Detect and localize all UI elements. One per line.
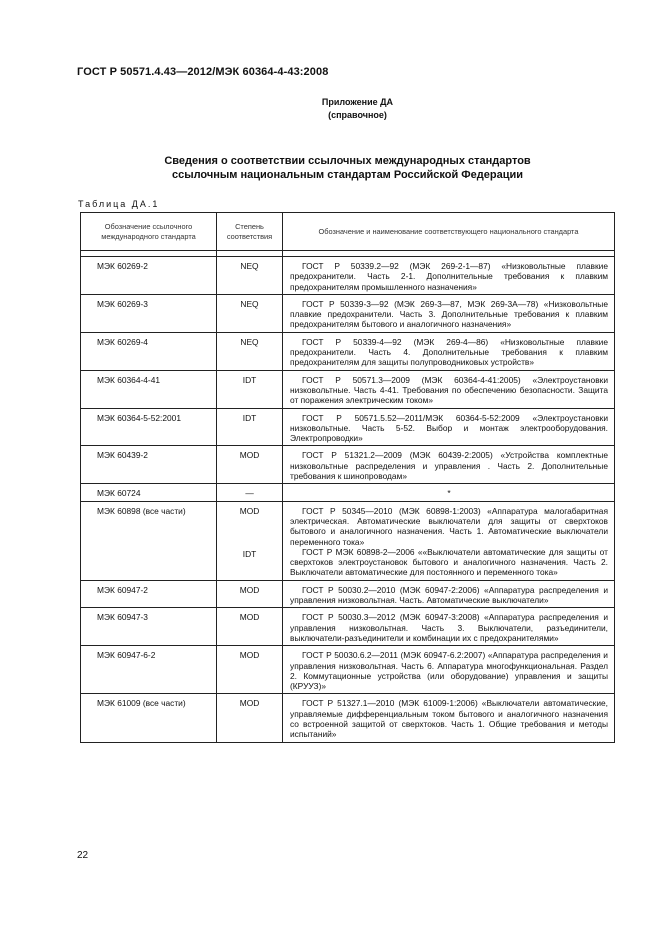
national-standard-cell bbox=[283, 646, 615, 694]
degree-cell: IDT bbox=[217, 370, 283, 408]
intl-standard-cell: МЭК 60439-2 bbox=[81, 446, 217, 484]
national-standard-text: ГОСТ Р 50030.2—2010 (МЭК 60947-2:2006) «Аппаратура распределения и управления низковольтная. Часть. Автоматические выключатели» bbox=[290, 584, 608, 606]
intl-standard-cell: МЭК 60364-5-52:2001 bbox=[81, 408, 217, 446]
header-intl-standard: Обозначение ссылочного международного стандарта bbox=[81, 213, 217, 251]
intl-standard-cell: МЭК 60269-3 bbox=[81, 294, 217, 332]
degree-cell: MOD bbox=[217, 646, 283, 694]
national-standard-cell bbox=[283, 580, 615, 608]
degree-cell: NEQ bbox=[217, 294, 283, 332]
national-standard-text: ГОСТ Р 50030.3—2012 (МЭК 60947-3:2008) «Аппаратура распределения и управления низковольтная. Часть 3. Выключатели, разъединители, выключатели-разъединители и комбинации их с предохранителями» bbox=[290, 612, 608, 643]
national-standard-cell bbox=[283, 694, 615, 742]
degree-cell: NEQ bbox=[217, 332, 283, 370]
table-row bbox=[81, 694, 615, 742]
national-standard-cell bbox=[283, 408, 615, 446]
table-row bbox=[81, 332, 615, 370]
document-header: ГОСТ Р 50571.4.43—2012/МЭК 60364-4-43:2008 bbox=[77, 66, 329, 78]
degree-cell: — bbox=[217, 484, 283, 501]
table-row bbox=[81, 580, 615, 608]
degree-cell bbox=[217, 501, 283, 580]
appendix-type: (справочное) bbox=[328, 110, 387, 120]
national-standard-text: ГОСТ Р 51327.1—2010 (МЭК 61009-1:2006) «Выключатели автоматические, управляемые дифференциальным током бытового и аналогичного назначения со встроенной защитой от сверхтоков. Часть 1. Общие требования и методы испытаний» bbox=[290, 698, 608, 740]
intl-standard-cell: МЭК 60947-3 bbox=[81, 608, 217, 646]
table-row bbox=[81, 294, 615, 332]
section-title bbox=[0, 154, 661, 182]
intl-standard-cell: МЭК 60269-4 bbox=[81, 332, 217, 370]
header-national-standard: Обозначение и наименование соответствующего национального стандарта bbox=[283, 213, 615, 251]
national-standard-cell bbox=[283, 332, 615, 370]
national-standard-cell bbox=[283, 446, 615, 484]
national-standard-text: ГОСТ Р 51321.2—2009 (МЭК 60439-2:2005) «Устройства комплектные низковольтные распределения и управления . Часть 2. Дополнительные требования к шинопроводам» bbox=[290, 450, 608, 482]
national-standard-cell bbox=[283, 257, 615, 295]
intl-standard-cell: МЭК 60898 (все части) bbox=[81, 501, 217, 580]
intl-standard-cell: МЭК 60364-4-41 bbox=[81, 370, 217, 408]
degree-cell: MOD bbox=[217, 608, 283, 646]
table-row bbox=[81, 370, 615, 408]
table-row bbox=[81, 501, 615, 580]
national-standard-cell bbox=[283, 484, 615, 501]
table-row bbox=[81, 484, 615, 501]
standards-table bbox=[80, 212, 615, 743]
degree-value: MOD bbox=[239, 505, 260, 516]
table-row bbox=[81, 608, 615, 646]
table-row bbox=[81, 408, 615, 446]
national-standard-text: ГОСТ Р 50345—2010 (МЭК 60898-1:2003) «Аппаратура малогабаритная электрическая. Автоматические выключатели для защиты от сверхтоков бытового и аналогичного назначения. Часть 1. Автоматические выключатели переменного тока» bbox=[290, 505, 608, 547]
national-standard-cell bbox=[283, 294, 615, 332]
appendix-heading bbox=[0, 96, 661, 122]
footnote-mark: * bbox=[447, 488, 451, 499]
header-degree: Степень соответствия bbox=[217, 213, 283, 251]
table-caption: Таблица ДА.1 bbox=[78, 199, 160, 209]
national-standard-cell bbox=[283, 370, 615, 408]
degree-value-second: IDT bbox=[242, 548, 257, 559]
national-standard-cell bbox=[283, 608, 615, 646]
page-number: 22 bbox=[77, 850, 89, 861]
national-standard-text: ГОСТ Р 50339-3—92 (МЭК 269-3—87, МЭК 269-3А—78) «Низковольтные плавкие предохранители. Часть 3. Дополнительные требования к плавким предохранителям бытового и аналогичного назначения» bbox=[290, 298, 608, 330]
national-standard-text: ГОСТ Р 50571.3—2009 (МЭК 60364-4-41:2005) «Электроустановки низковольтные. Часть 4-41. Требования по обеспечению безопасности. Защита от поражения электрическим током» bbox=[290, 374, 608, 406]
degree-cell: NEQ bbox=[217, 257, 283, 295]
degree-cell: MOD bbox=[217, 694, 283, 742]
intl-standard-cell: МЭК 60724 bbox=[81, 484, 217, 501]
intl-standard-cell: МЭК 60269-2 bbox=[81, 257, 217, 295]
intl-standard-cell: МЭК 60947-6-2 bbox=[81, 646, 217, 694]
degree-cell: MOD bbox=[217, 446, 283, 484]
table-header-row bbox=[81, 213, 615, 251]
national-standard-text: ГОСТ Р 50339.2—92 (МЭК 269-2-1—87) «Низковольтные плавкие предохранители. Часть 2-1. Дополнительные требования к плавким предохранителям промышленного назначения» bbox=[290, 261, 608, 292]
intl-standard-cell: МЭК 60947-2 bbox=[81, 580, 217, 608]
intl-standard-cell: МЭК 61009 (все части) bbox=[81, 694, 217, 742]
national-standard-text: ГОСТ Р 50339-4—92 (МЭК 269-4—86) «Низковольтные плавкие предохранители. Часть 4. Дополнительные требования к плавким предохранителям для защиты полупроводниковых устройств» bbox=[290, 336, 608, 368]
national-standard-text-second: ГОСТ Р МЭК 60898-2—2006 ««Выключатели автоматические для защиты от сверхтоков электроустановок бытового и аналогичного назначения. Часть 2. Выключатели автоматические для постоянного и переменного тока» bbox=[290, 546, 608, 578]
national-standard-text: ГОСТ Р 50030.6.2—2011 (МЭК 60947-6.2:2007) «Аппаратура распределения и управления низковольтная. Часть 6. Аппаратура многофункциональная. Раздел 2. Коммутационные устройства (или оборудование) управления и защиты (КРУУЗ)» bbox=[290, 650, 608, 692]
table-row bbox=[81, 646, 615, 694]
degree-cell: IDT bbox=[217, 408, 283, 446]
table-row bbox=[81, 257, 615, 295]
appendix-label: Приложение ДА bbox=[321, 97, 394, 107]
section-title-line-1: Сведения о соответствии ссылочных международных стандартов bbox=[164, 155, 531, 167]
national-standard-cell bbox=[283, 501, 615, 580]
degree-cell: MOD bbox=[217, 580, 283, 608]
table-row bbox=[81, 446, 615, 484]
section-title-line-2: ссылочным национальным стандартам Российской Федерации bbox=[171, 169, 524, 181]
national-standard-text: ГОСТ Р 50571.5.52—2011/МЭК 60364-5-52:2009 «Электроустановки низковольтные. Часть 5-52. Выбор и монтаж электрооборудования. Электропроводки» bbox=[290, 412, 608, 444]
